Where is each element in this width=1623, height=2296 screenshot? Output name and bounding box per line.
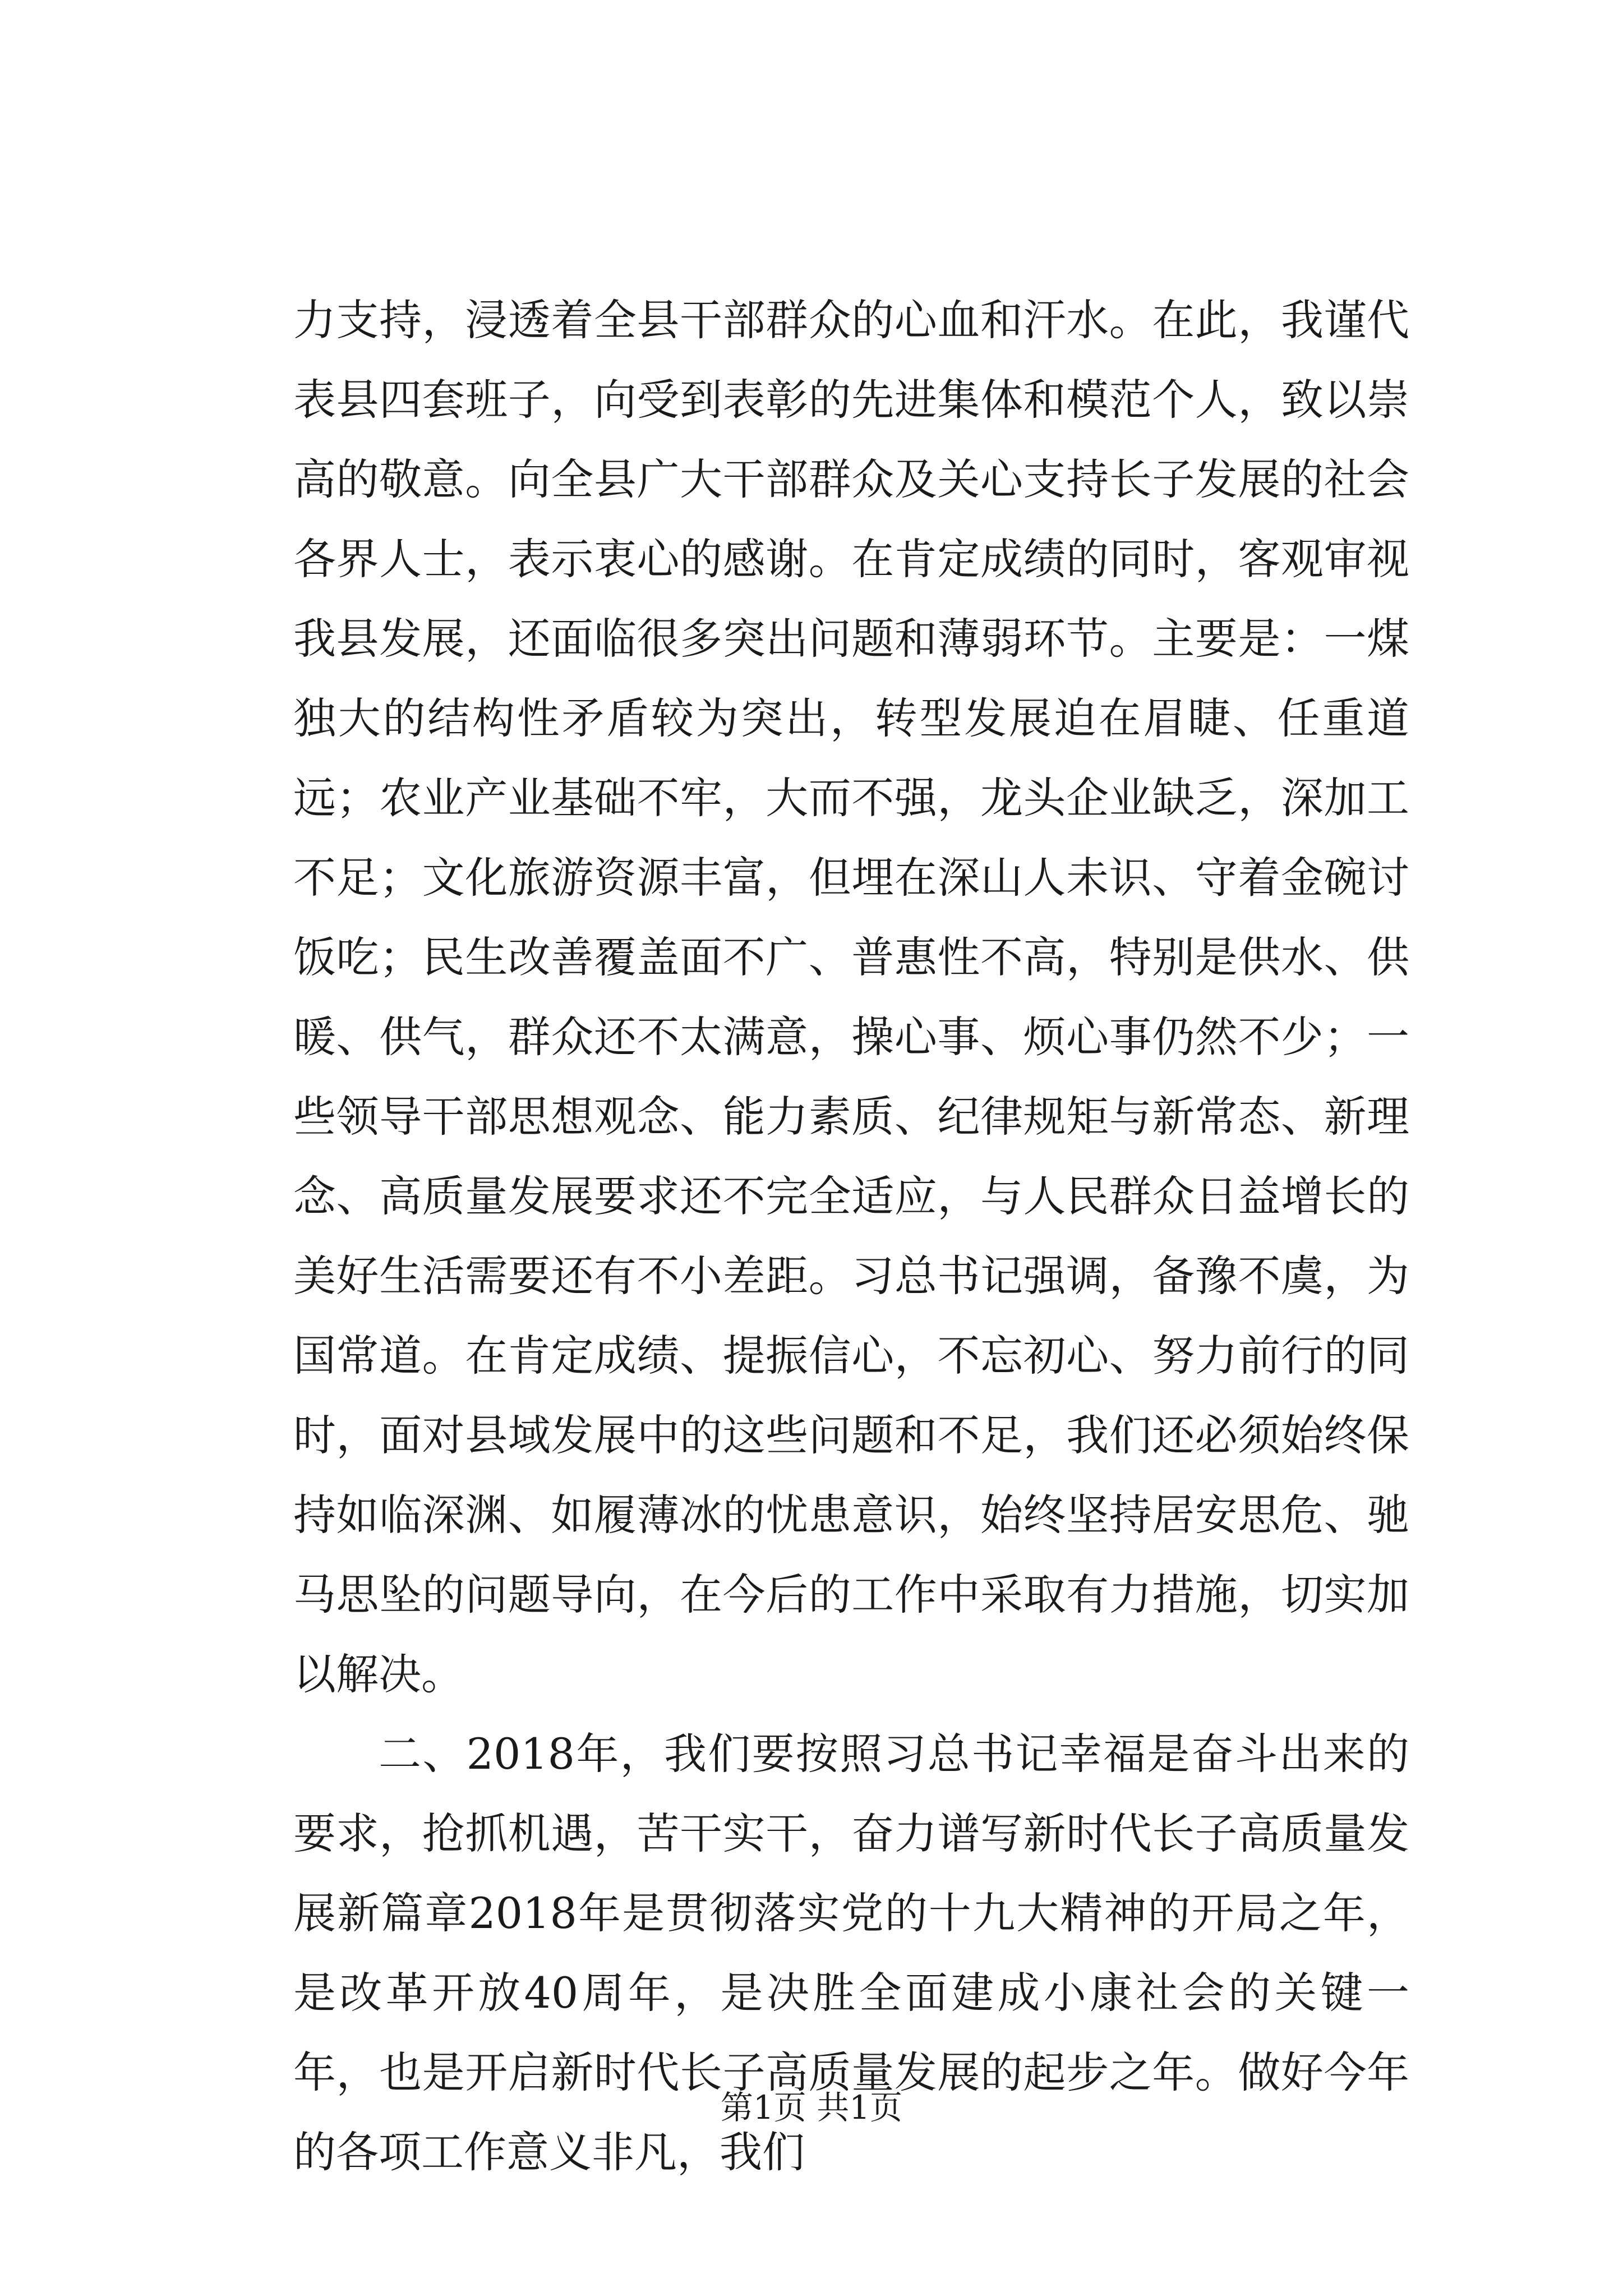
document-body <box>293 280 1409 2192</box>
page-footer: 第1页 共1页 <box>720 2088 903 2127</box>
paragraph-1: 力支持，浸透着全县干部群众的心血和汗水。在此，我谨代表县四套班子，向受到表彰的先进集体和模范个人，致以崇高的敬意。向全县广大干部群众及关心支持长子发展的社会各界人士，表示衷心的感谢。在肯定成绩的同时，客观审视我县发展，还面临很多突出问题和薄弱环节。主要是：一煤独大的结构性矛盾较为突出，转型发展迫在眉睫、任重道远；农业产业基础不牢，大而不强，龙头企业缺乏，深加工不足；文化旅游资源丰富，但埋在深山人未识、守着金碗讨饭吃；民生改善覆盖面不广、普惠性不高，特别是供水、供暖、供气，群众还不太满意，操心事、烦心事仍然不少；一些领导干部思想观念、能力素质、纪律规矩与新常态、新理念、高质量发展要求还不完全适应，与人民群众日益增长的美好生活需要还有不小差距。习总书记强调，备豫不虞，为国常道。在肯定成绩、提振信心，不忘初心、努力前行的同时，面对县域发展中的这些问题和不足，我们还必须始终保持如临深渊、如履薄冰的忧患意识，始终坚持居安思危、驰马思坠的问题导向，在今后的工作中采取有力措施，切实加以解决。 <box>293 295 1409 1699</box>
paragraph-2: 二、2018年，我们要按照习总书记幸福是奋斗出来的要求，抢抓机遇，苦干实干，奋力谱写新时代长子高质量发展新篇章2018年是贯彻落实党的十九大精神的开局之年，是改革开放40周年，是决胜全面建成小康社会的关键一年，也是开启新时代长子高质量发展的起步之年。做好今年的各项工作意义非凡，我们 <box>293 1729 1409 2177</box>
